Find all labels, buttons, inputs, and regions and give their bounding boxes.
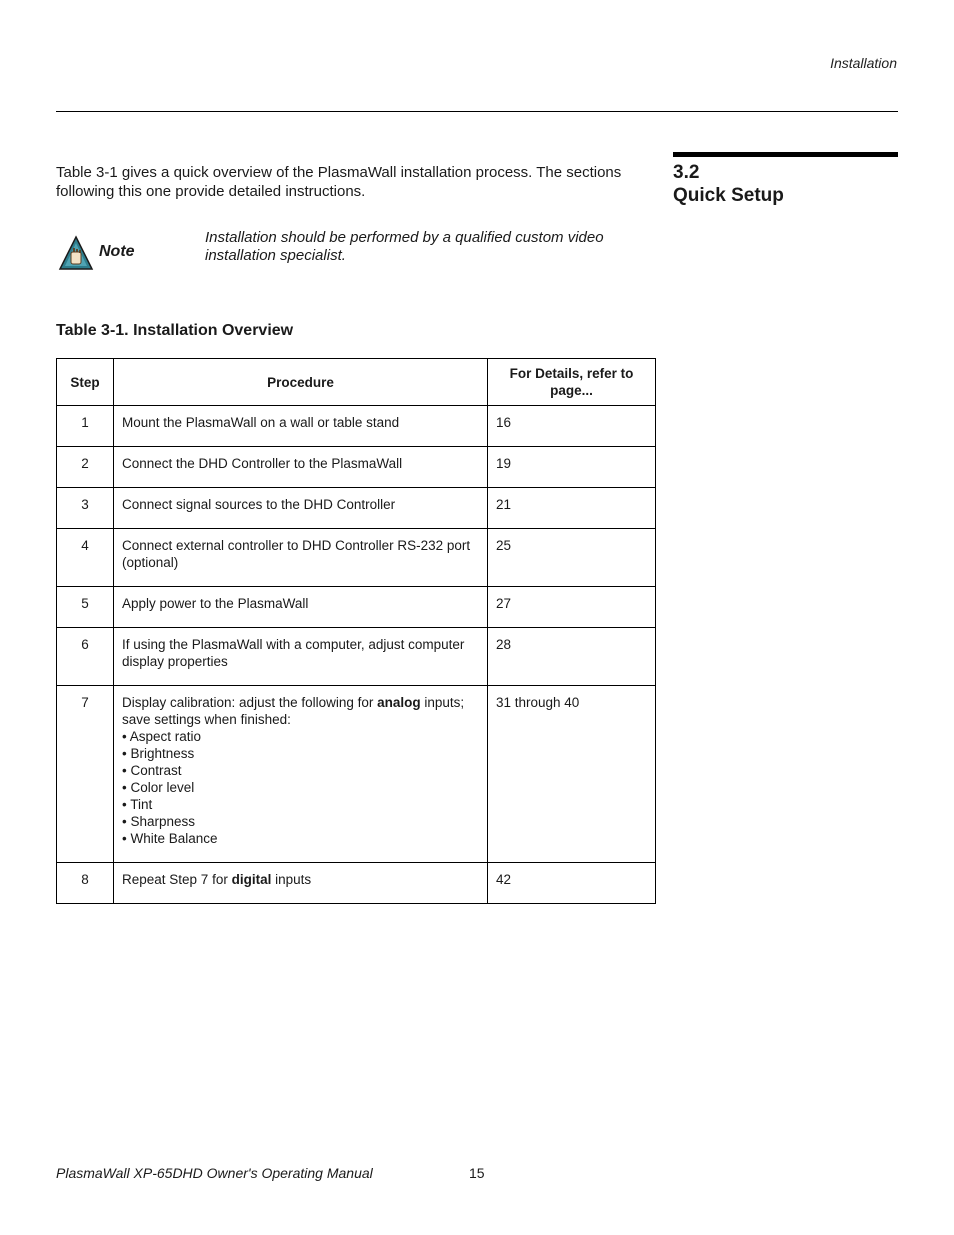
header-rule xyxy=(56,111,898,112)
running-header: Installation xyxy=(830,55,897,71)
page-cell: 27 xyxy=(488,587,656,628)
footer-manual-title: PlasmaWall XP-65DHD Owner's Operating Manual xyxy=(56,1165,373,1181)
step-cell: 5 xyxy=(57,587,114,628)
table-header-row xyxy=(57,359,656,406)
note-hand-warning-icon xyxy=(58,235,94,271)
table-row xyxy=(57,447,656,488)
section-number: 3.2 xyxy=(673,162,700,183)
table-row xyxy=(57,406,656,447)
step-cell: 3 xyxy=(57,488,114,529)
procedure-cell: Mount the PlasmaWall on a wall or table stand xyxy=(114,406,488,447)
intro-paragraph: Table 3-1 gives a quick overview of the PlasmaWall installation process. The sections following this one provide detailed instructions. xyxy=(56,164,622,200)
step-cell: 4 xyxy=(57,529,114,587)
table-row xyxy=(57,529,656,587)
section-title: Quick Setup xyxy=(673,185,784,206)
installation-overview-table xyxy=(56,358,656,904)
procedure-text: inputs xyxy=(271,872,312,887)
header-details: For Details, refer to page... xyxy=(488,359,656,406)
procedure-emphasis: analog xyxy=(377,695,421,710)
table-row xyxy=(57,488,656,529)
step-cell: 1 xyxy=(57,406,114,447)
procedure-emphasis: digital xyxy=(231,872,272,887)
step-cell: 8 xyxy=(57,863,114,904)
page-cell: 25 xyxy=(488,529,656,587)
procedure-cell: Connect the DHD Controller to the PlasmaWall xyxy=(114,447,488,488)
step-cell: 6 xyxy=(57,628,114,686)
page-cell: 42 xyxy=(488,863,656,904)
table-row xyxy=(57,686,656,863)
bullet-item: • Brightness xyxy=(122,746,195,761)
page-cell: 31 through 40 xyxy=(488,686,656,863)
procedure-text: Display calibration: adjust the following for xyxy=(122,695,378,710)
procedure-cell: Connect signal sources to the DHD Controller xyxy=(114,488,488,529)
procedure-cell xyxy=(114,863,488,904)
table-row xyxy=(57,587,656,628)
bullet-item: • Aspect ratio xyxy=(122,729,202,744)
bullet-item: • Sharpness xyxy=(122,814,196,829)
procedure-cell: Apply power to the PlasmaWall xyxy=(114,587,488,628)
note-label: Note xyxy=(99,243,135,260)
header-procedure: Procedure xyxy=(114,359,488,406)
table-row xyxy=(57,863,656,904)
procedure-text: inputs; save settings when finished: xyxy=(122,695,465,727)
bullet-item: • White Balance xyxy=(122,831,218,846)
page-cell: 28 xyxy=(488,628,656,686)
bullet-item: • Contrast xyxy=(122,763,182,778)
step-cell: 2 xyxy=(57,447,114,488)
page-cell: 16 xyxy=(488,406,656,447)
footer-page-number: 15 xyxy=(469,1165,485,1181)
bullet-item: • Color level xyxy=(122,780,195,795)
procedure-cell xyxy=(114,686,488,863)
note-text: Installation should be performed by a qualified custom video installation specialist. xyxy=(205,229,604,264)
table-row xyxy=(57,628,656,686)
procedure-cell: Connect external controller to DHD Controller RS-232 port (optional) xyxy=(114,529,488,587)
bullet-item: • Tint xyxy=(122,797,153,812)
header-step: Step xyxy=(57,359,114,406)
procedure-text: Repeat Step 7 for xyxy=(122,872,232,887)
table-caption: Table 3-1. Installation Overview xyxy=(56,322,294,339)
page-cell: 21 xyxy=(488,488,656,529)
section-rule xyxy=(673,152,898,157)
procedure-cell: If using the PlasmaWall with a computer, adjust computer display properties xyxy=(114,628,488,686)
page-cell: 19 xyxy=(488,447,656,488)
step-cell: 7 xyxy=(57,686,114,863)
